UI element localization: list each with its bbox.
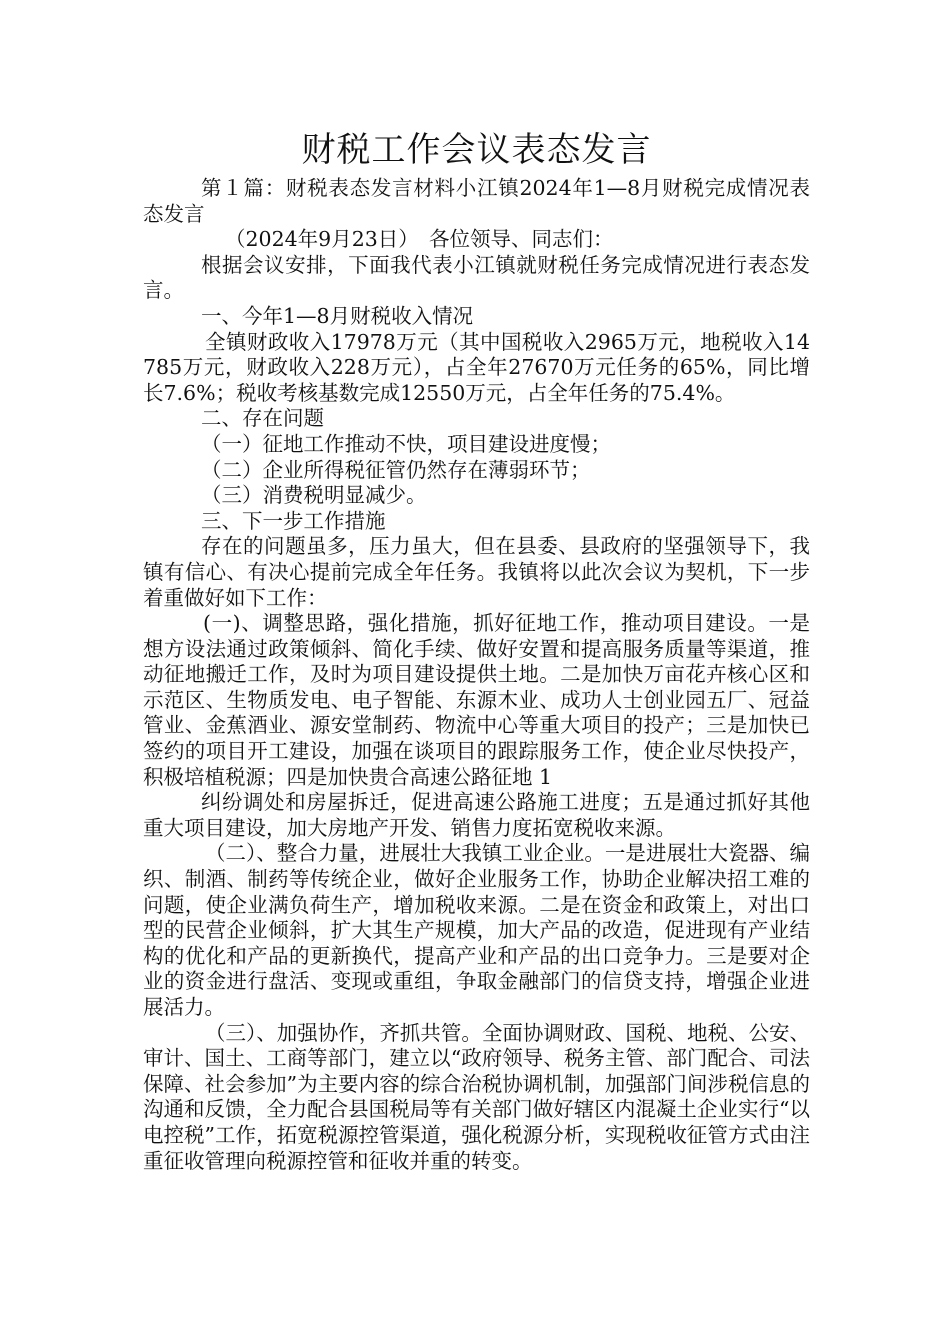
problem-item-3: （三）消费税明显减少。 [201, 483, 427, 508]
paragraph-date-greeting: （2024年9月23日） 各位领导、同志们： [225, 227, 614, 252]
problem-item-1: （一）征地工作推动不快，项目建设进度慢； [201, 431, 611, 456]
paragraph-revenue: 全镇财政收入17978万元（其中国税收入2965万元，地税收入14785万元，财政收入228万元），占全年27670万元任务的65%，同比增长7.6%；税收考核基数完成12550万元，占全年任务的75.4%。 [143, 329, 810, 405]
paragraph-heading-1: 第１篇：财税表态发言材料小江镇2024年1—8月财税完成情况表态发言 [143, 176, 810, 226]
problem-item-2: （二）企业所得税征管仍然存在薄弱环节； [201, 457, 591, 482]
paragraph-measure-1: (一)、调整思路，强化措施，抓好征地工作，推动项目建设。一是想方设法通过政策倾斜、简化手续、做好安置和提高服务质量等渠道，推动征地搬迁工作，及时为项目建设提供土地。二是加快万亩花卉核心区和示范区、生物质发电、电子智能、东源木业、成功人士创业园五厂、冠益管业、金蕉酒业、源安堂制药、物流中心等重大项目的投产；三是加快已签约的项目开工建设，加强在谈项目的跟踪服务工作，使企业尽快投产，积极培植税源；四是加快贵合高速公路征地 1 [143, 611, 810, 789]
paragraph-intro: 根据会议安排，下面我代表小江镇就财税任务完成情况进行表态发言。 [143, 252, 810, 303]
section-heading-3: 三、下一步工作措施 [201, 508, 386, 533]
paragraph-measure-3: （三）、加强协作，齐抓共管。全面协调财政、国税、地税、公安、审计、国土、工商等部门，建立以“政府领导、税务主管、部门配合、司法保障、社会参加”为主要内容的综合治税协调机制，加强部门间涉税信息的沟通和反馈，全力配合县国税局等有关部门做好辖区内混凝土企业实行“以电控税”工作，拓宽税源控管渠道，强化税源分析，实现税收征管方式由注重征收管理向税源控管和征收并重的转变。 [143, 1020, 810, 1173]
paragraph-measure-1-cont: 纠纷调处和房屋拆迁，促进高速公路施工进度；五是通过抓好其他重大项目建设，加大房地产开发、销售力度拓宽税收来源。 [143, 790, 810, 840]
paragraph-measure-2: （二）、整合力量，进展壮大我镇工业企业。一是进展壮大瓷器、编织、制酒、制药等传统企业，做好企业服务工作，协助企业解决招工难的问题，使企业满负荷生产，增加税收来源。二是在资金和政策上，对出口型的民营企业倾斜，扩大其生产规模，加大产品的改造，促进现有产业结构的优化和产品的更新换代，提高产业和产品的出口竞争力。三是要对企业的资金进行盘活、变现或重组，争取金融部门的信贷支持，增强企业进展活力。 [143, 841, 810, 1019]
document-page [143, 128, 810, 1174]
document-title: 财税工作会议表态发言 [301, 130, 652, 170]
section-heading-2: 二、存在问题 [201, 406, 324, 431]
section-heading-1: 一、今年1—8月财税收入情况 [201, 303, 474, 328]
paragraph-measures-intro: 存在的问题虽多，压力虽大，但在县委、县政府的坚强领导下，我镇有信心、有决心提前完成全年任务。我镇将以此次会议为契机，下一步着重做好如下工作： [143, 534, 810, 610]
